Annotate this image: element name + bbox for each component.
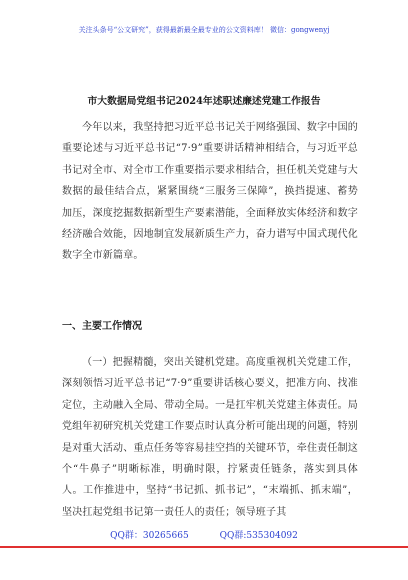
section-paragraph: （一）把握精髓，突出关键机党建。高度重视机关党建工作，深刻领悟习近平总书记“7·9”重要讲话核心要义，把准方向、找准定位，主动融入全局、带动全局。一是扛牢机关党建主体责任。局党组年初研究机关党建工作要点时认真分析可能出现的问题，特别是对重大活动、重点任务等容易挂空挡的关键环节，牵住责任制这个“牛鼻子”明晰标准，明确时限，拧紧责任链条，落实到具体人。工作推进中，坚持“书记抓、抓书记”，“末端抓、抓末端”，坚决扛起党组书记第一责任人的责任；领导班子其 [62,357,358,518]
footer-qq-2: QQ群:535304092 [219,531,298,541]
footer-qq-1: QQ群：30265665 [110,531,189,541]
footer [0,530,408,542]
top-banner [0,26,408,35]
banner-text: 关注头条号“公文研究”，获得最新最全最专业的公文资料库！ 微信：gongwenyj [78,26,330,34]
section-heading: 一、主要工作情况 [62,321,142,332]
intro-paragraph: 今年以来，我坚持把习近平总书记关于网络强国、数字中国的重要论述与习近平总书记“7·9”重要讲话精神相结合，与习近平总书记对全市、对全市工作重要指示要求相结合，担任机关党建与大数据的最佳结合点，紧紧围绕“三服务三保障”，换挡提速、蓄势加压，深度挖掘数据新型生产要素潜能，全面释放实体经济和数字经济融合效能，因地制宜发展新质生产力，奋力谱写中国式现代化数字全市新篇章。 [62,122,358,262]
document-title: 市大数据局党组书记2024年述职述廉述党建工作报告 [87,96,321,107]
footer-rule [0,546,408,548]
